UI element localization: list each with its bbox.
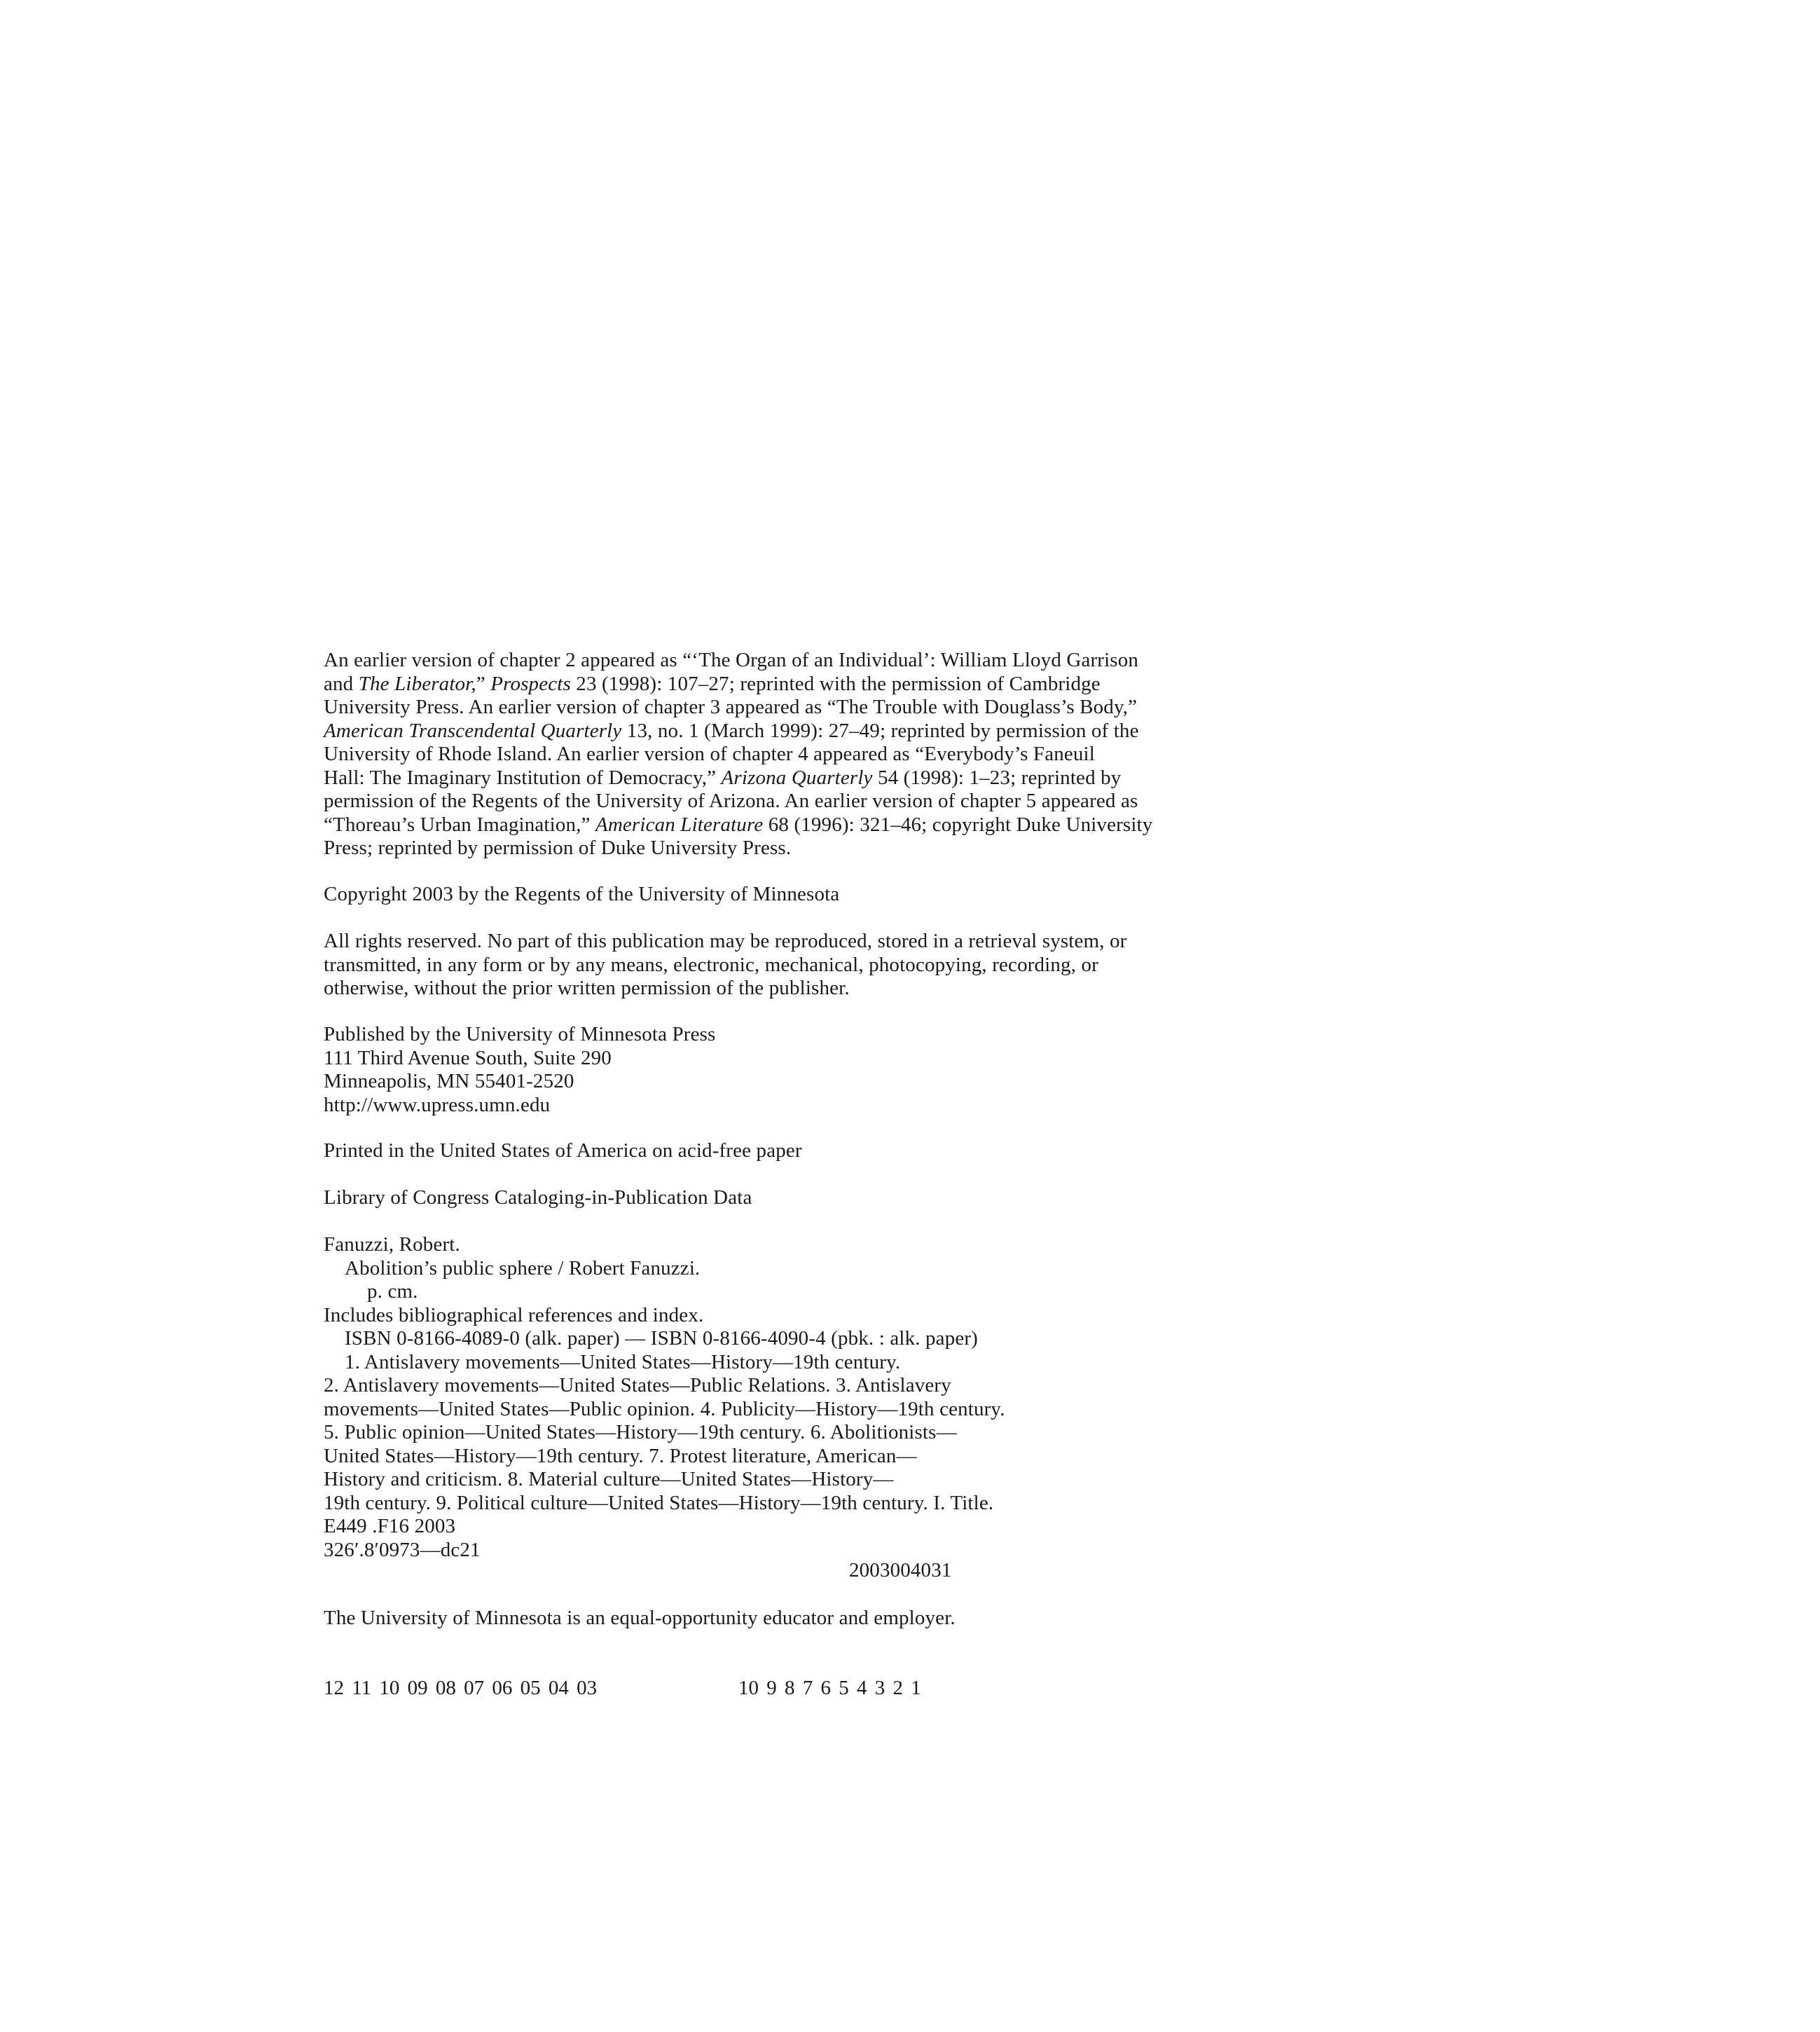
- publisher-street: 111 Third Avenue South, Suite 290: [324, 1046, 612, 1069]
- publisher-url: http://www.upress.umn.edu: [324, 1093, 551, 1116]
- credits-line: [324, 720, 1248, 743]
- publisher-name: Published by the University of Minnesota Press: [324, 1023, 716, 1045]
- printed-text: Printed in the United States of America on acid-free paper: [324, 1139, 802, 1162]
- credits-line: University of Rhode Island. An earlier version of chapter 4 appeared as “Everybody’s Faneuil: [324, 743, 1095, 765]
- credits-text: 68 (1996): 321–46; copyright Duke University: [763, 813, 1153, 836]
- printing-statement: [324, 1139, 1248, 1163]
- credits-text: 23 (1998): 107–27; reprinted with the permission of Cambridge: [570, 672, 1101, 695]
- catalog-dewey: 326′.8′0973—dc21: [324, 1538, 481, 1561]
- credits-text: ”: [476, 672, 491, 695]
- catalog-isbn: ISBN 0-8166-4089-0 (alk. paper) — ISBN 0-8166-4090-4 (pbk. : alk. paper): [345, 1327, 978, 1350]
- catalog-note: Includes bibliographical references and index.: [324, 1303, 704, 1326]
- catalog-subject: 19th century. 9. Political culture—United States—History—19th century. I. Title.: [324, 1491, 994, 1514]
- catalog-subject: 2. Antislavery movements—United States—Public Relations. 3. Antislavery: [324, 1374, 951, 1396]
- copyright-text: Copyright 2003 by the Regents of the University of Minnesota: [324, 883, 840, 905]
- credits-text: “Thoreau’s Urban Imagination,”: [324, 813, 595, 836]
- credits-text: 54 (1998): 1–23; reprinted by: [872, 766, 1122, 789]
- credits-line: An earlier version of chapter 2 appeared as “‘The Organ of an Individual’: William Lloyd Garrison: [324, 649, 1139, 671]
- rights-line: transmitted, in any form or by any means, electronic, mechanical, photocopying, recording, or: [324, 953, 1098, 976]
- catalog-lc-class: E449 .F16 2003: [324, 1515, 456, 1537]
- catalog-subject: 5. Public opinion—United States—History—19th century. 6. Abolitionists—: [324, 1421, 957, 1443]
- rights-statement: [324, 930, 1248, 1001]
- catalog-subject: 1. Antislavery movements—United States—History—19th century.: [345, 1350, 901, 1373]
- credits-line: University Press. An earlier version of chapter 3 appeared as “The Trouble with Douglass’s Body,”: [324, 696, 1138, 718]
- catalog-subject: movements—United States—Public opinion. 4. Publicity—History—19th century.: [324, 1397, 1005, 1420]
- catalog-title: Abolition’s public sphere / Robert Fanuzzi.: [345, 1256, 701, 1279]
- print-line-impressions: 10 9 8 7 6 5 4 3 2 1: [738, 1677, 921, 1699]
- credits-line: [324, 673, 1248, 696]
- publisher-address: [324, 1023, 1248, 1117]
- equal-opportunity-text: The University of Minnesota is an equal-opportunity educator and employer.: [324, 1607, 956, 1629]
- control-number-text: 2003004031: [849, 1559, 952, 1581]
- rights-line: All rights reserved. No part of this publication may be reproduced, stored in a retrieval system, or: [324, 930, 1127, 952]
- catalog-subject: History and criticism. 8. Material culture—United States—History—: [324, 1468, 894, 1490]
- catalog-subject: United States—History—19th century. 7. Protest literature, American—: [324, 1444, 917, 1467]
- catalog-physical: p. cm.: [367, 1280, 418, 1303]
- lc-control-number: [849, 1559, 1129, 1583]
- journal-title: The Liberator,: [358, 672, 476, 695]
- credits-text: 13, no. 1 (March 1999): 27–49; reprinted by permission of the: [621, 719, 1139, 742]
- rights-line: otherwise, without the prior written permission of the publisher.: [324, 977, 850, 999]
- credits-line: [324, 767, 1248, 790]
- equal-opportunity-statement: [324, 1607, 1248, 1631]
- journal-title: American Literature: [595, 813, 764, 836]
- credits-line: [324, 814, 1248, 837]
- catalog-record: [324, 1233, 1248, 1562]
- credits-line: Press; reprinted by permission of Duke University Press.: [324, 837, 792, 859]
- cip-heading: [324, 1186, 1248, 1210]
- copyright-notice: [324, 883, 1248, 907]
- credits-text: Hall: The Imaginary Institution of Democracy,”: [324, 766, 722, 789]
- journal-title: American Transcendental Quarterly: [324, 719, 622, 742]
- cip-heading-text: Library of Congress Cataloging-in-Publication Data: [324, 1186, 752, 1209]
- print-line-years: 12 11 10 09 08 07 06 05 04 03: [324, 1677, 598, 1699]
- publisher-city: Minneapolis, MN 55401-2520: [324, 1070, 574, 1092]
- journal-title: Prospects: [490, 672, 571, 695]
- catalog-author: Fanuzzi, Robert.: [324, 1233, 460, 1256]
- journal-title: Arizona Quarterly: [721, 766, 873, 789]
- credits-text: and: [324, 672, 359, 695]
- permissions-credits: [324, 649, 1248, 860]
- credits-line: permission of the Regents of the University of Arizona. An earlier version of chapter 5 appeared as: [324, 790, 1138, 812]
